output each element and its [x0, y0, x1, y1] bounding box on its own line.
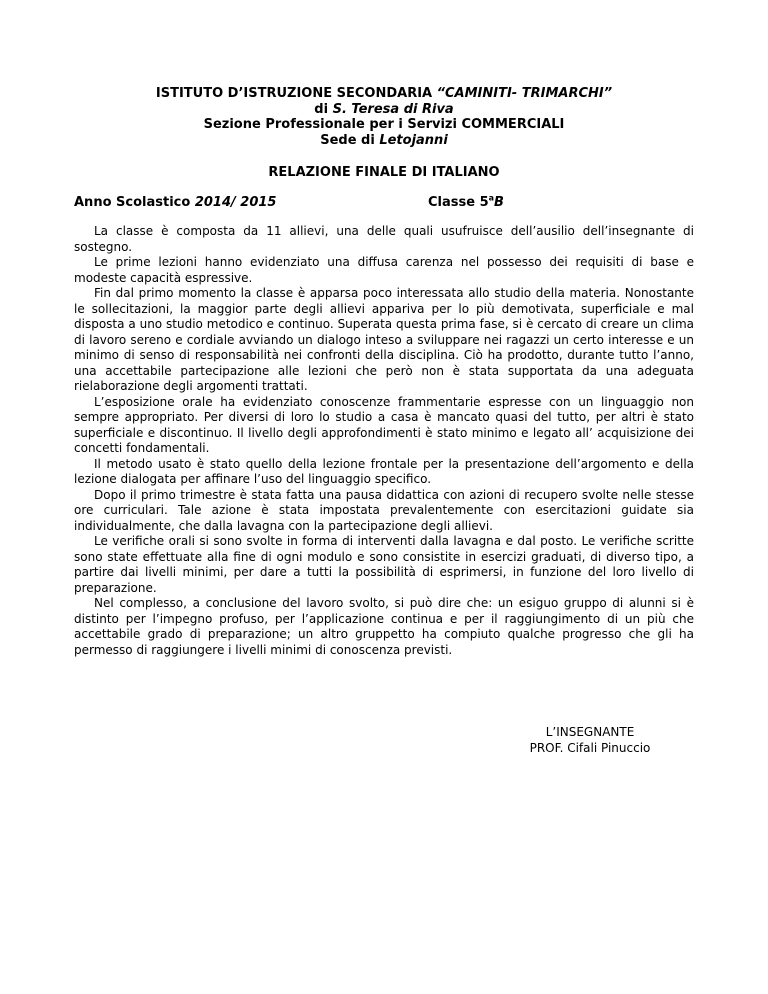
location-name: S. Teresa di Riva — [332, 101, 454, 117]
school-year-row — [74, 195, 694, 211]
paragraph-conclusion: Nel complesso, a conclusione del lavoro svolto, si può dire che: un esiguo gruppo di alunni si è distinto per l’impegno profuso, per l’applicazione continua e per il raggiungimento di un più che accettabile grado di preparazione; un altro gruppetto ha compiuto qualche progresso che gli ha permesso di raggiungere i livelli minimi di conoscenza previsti. — [74, 596, 694, 657]
seat-prefix: Sede di — [320, 132, 380, 148]
signature-role: L’INSEGNANTE — [545, 725, 635, 739]
class-label-text: Classe 5 — [428, 195, 489, 210]
report-body — [74, 224, 694, 658]
institute-name: “CAMINITI- TRIMARCHI” — [436, 86, 613, 101]
class-superscript: a — [488, 193, 495, 203]
school-year-value: 2014/ 2015 — [194, 195, 277, 210]
class-section: B — [494, 195, 504, 210]
signature-name: PROF. Cifali Pinuccio — [529, 740, 651, 755]
paragraph-class-attitude: Fin dal primo momento la classe è apparsa poco interessata allo studio della materia. Nonostante le sollecitazioni, la maggior parte degli allievi appariva per lo più demotivata, superficiale e mal disposta a uno studio metodico e continuo. Superata questa prima fase, si è cercato di creare un clima di lavoro sereno e cordiale avviando un dialogo inteso a sviluppare nei ragazzi un certo interesse e un minimo di senso di responsabilità nei confronti della disciplina. Ciò ha prodotto, durante tutto l’anno, una accettabile partecipazione alle lezioni che però non è stata supportata da una adeguata rielaborazione degli argomenti trattati. — [74, 286, 694, 393]
header-line-seat — [0, 133, 768, 149]
paragraph-class-composition: La classe è composta da 11 allievi, una delle quali usufruisce dell’ausilio dell’insegnante di sostegno. — [74, 224, 694, 254]
class-label — [428, 195, 504, 211]
paragraph-first-lessons: Le prime lezioni hanno evidenziato una diffusa carenza nel possesso dei requisiti di base e modeste capacità espressive. — [74, 255, 694, 285]
header-line-section: Sezione Professionale per i Servizi COMMERCIALI — [203, 117, 565, 132]
paragraph-method: Il metodo usato è stato quello della lezione frontale per la presentazione dell’argomento e della lezione dialogata per affinare l’uso del linguaggio specifico. — [74, 456, 694, 486]
school-year-label: Anno Scolastico — [74, 195, 195, 210]
report-title: RELAZIONE FINALE DI ITALIANO — [268, 165, 500, 180]
header-line-institute — [0, 86, 768, 102]
school-header — [0, 86, 768, 148]
seat-name: Letojanni — [379, 132, 448, 148]
header-line-location — [0, 102, 768, 118]
paragraph-recovery: Dopo il primo trimestre è stata fatta una pausa didattica con azioni di recupero svolte nelle stesse ore curriculari. Tale azione è stata impostata prevalentemente con esercitazioni guidate sia individualmente, che dalla lavagna con la partecipazione degli allievi. — [74, 487, 694, 533]
institute-prefix: ISTITUTO D’ISTRUZIONE SECONDARIA — [155, 86, 437, 101]
paragraph-oral-exposition: L’esposizione orale ha evidenziato conoscenze frammentarie espresse con un linguaggio non sempre appropriato. Per diversi di loro lo studio a casa è mancato quasi del tutto, per altri è stato superficiale e discontinuo. Il livello degli approfondimenti è stato minimo e legato all’ acquisizione dei concetti fondamentali. — [74, 394, 694, 455]
paragraph-assessments: Le verifiche orali si sono svolte in forma di interventi dalla lavagna e dal posto. Le verifiche scritte sono state effettuate alla fine di ogni modulo e sono consistite in esercizi graduati, di diverso tipo, a partire dai livelli minimi, per dare a tutti la possibilità di esprimersi, in funzione del loro livello di preparazione. — [74, 534, 694, 595]
location-prefix: di — [314, 101, 333, 117]
signature-block — [500, 725, 680, 756]
